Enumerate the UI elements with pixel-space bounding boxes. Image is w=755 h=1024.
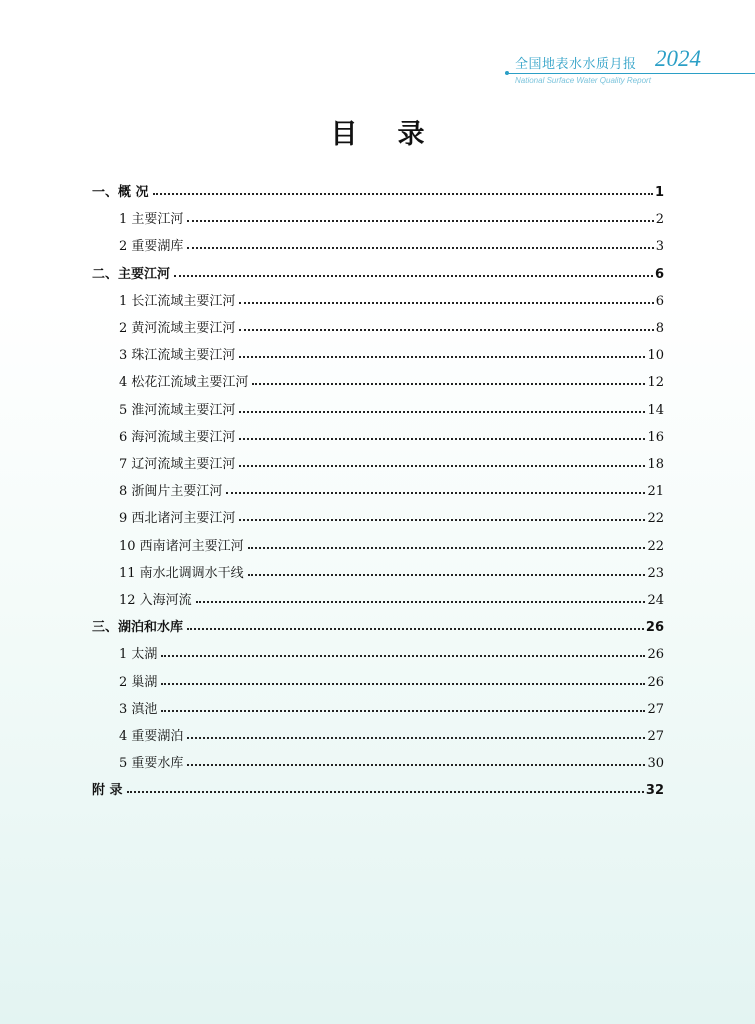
toc-entry-page-number: 30 bbox=[647, 756, 664, 772]
toc-entry-label: 3 滇池 bbox=[119, 701, 158, 717]
toc-entry-label: 附 录 bbox=[92, 783, 123, 799]
toc-subsection-entry[interactable] bbox=[119, 559, 664, 581]
toc-entry-page-number: 8 bbox=[655, 321, 664, 336]
toc-subsection-entry[interactable] bbox=[119, 749, 664, 771]
toc-entry-label: 12 入海河流 bbox=[119, 593, 192, 608]
toc-subsection-entry[interactable] bbox=[119, 640, 664, 662]
report-header-subtitle: National Surface Water Quality Report bbox=[515, 76, 651, 85]
toc-entry-label: 8 浙闽片主要江河 bbox=[119, 484, 223, 500]
toc-entry-page-number: 6 bbox=[655, 293, 664, 309]
toc-entry-page-number: 14 bbox=[647, 402, 664, 418]
toc-entry-label: 2 重要湖库 bbox=[119, 239, 184, 255]
dot-leader bbox=[187, 247, 653, 249]
toc-entry-label: 11 南水北调调水干线 bbox=[119, 565, 244, 581]
dot-leader bbox=[196, 601, 646, 603]
toc-subsection-entry[interactable] bbox=[119, 205, 664, 227]
toc-subsection-entry[interactable] bbox=[119, 341, 664, 363]
toc-entry-label: 7 辽河流域主要江河 bbox=[119, 457, 236, 472]
toc-entry-label: 4 重要湖泊 bbox=[119, 729, 184, 744]
toc-subsection-entry[interactable] bbox=[119, 695, 664, 717]
dot-leader bbox=[187, 628, 644, 630]
toc-entry-page-number: 12 bbox=[647, 375, 664, 391]
toc-section-entry[interactable] bbox=[92, 260, 664, 282]
toc-entry-label: 一、概 况 bbox=[92, 185, 149, 200]
dot-leader bbox=[239, 356, 645, 358]
toc-entry-label: 2 巢湖 bbox=[119, 674, 158, 690]
toc-entry-page-number: 32 bbox=[645, 783, 664, 799]
dot-leader bbox=[239, 465, 645, 467]
dot-leader bbox=[153, 193, 653, 195]
toc-subsection-entry[interactable] bbox=[119, 586, 664, 608]
toc-entry-page-number: 26 bbox=[647, 647, 664, 663]
toc-subsection-entry[interactable] bbox=[119, 396, 664, 418]
toc-entry-label: 2 黄河流域主要江河 bbox=[119, 321, 236, 336]
dot-leader bbox=[239, 329, 653, 331]
dot-leader bbox=[239, 519, 645, 521]
toc-section-entry[interactable] bbox=[92, 613, 664, 635]
toc-subsection-entry[interactable] bbox=[119, 368, 664, 390]
toc-subsection-entry[interactable] bbox=[119, 450, 664, 472]
toc-entry-label: 二、主要江河 bbox=[92, 266, 171, 282]
report-header-year: 2024 bbox=[655, 46, 701, 71]
toc-subsection-entry[interactable] bbox=[119, 287, 664, 309]
dot-leader bbox=[187, 737, 645, 739]
toc-entry-label: 9 西北诸河主要江河 bbox=[119, 511, 236, 527]
toc-subsection-entry[interactable] bbox=[119, 232, 664, 254]
toc-subsection-entry[interactable] bbox=[119, 504, 664, 526]
dot-leader bbox=[187, 764, 645, 766]
toc-entry-page-number: 1 bbox=[654, 185, 664, 200]
dot-leader bbox=[187, 220, 653, 222]
toc-section-entry[interactable] bbox=[92, 178, 664, 200]
toc-entry-label: 1 太湖 bbox=[119, 647, 158, 663]
toc-entry-label: 6 海河流域主要江河 bbox=[119, 429, 236, 445]
toc-entry-label: 三、湖泊和水库 bbox=[92, 620, 184, 636]
toc-entry-label: 5 重要水库 bbox=[119, 756, 184, 772]
dot-leader bbox=[161, 683, 645, 685]
toc-section-entry[interactable] bbox=[92, 776, 664, 798]
toc-entry-page-number: 22 bbox=[647, 511, 664, 527]
toc-entry-page-number: 21 bbox=[647, 484, 664, 500]
dot-leader bbox=[174, 275, 653, 277]
dot-leader bbox=[239, 411, 645, 413]
dot-leader bbox=[248, 574, 646, 576]
toc-entry-page-number: 27 bbox=[647, 701, 664, 717]
toc-entry-page-number: 3 bbox=[655, 239, 664, 255]
toc-entry-page-number: 27 bbox=[647, 729, 664, 744]
toc-subsection-entry[interactable] bbox=[119, 722, 664, 744]
dot-leader bbox=[252, 383, 645, 385]
toc-subsection-entry[interactable] bbox=[119, 314, 664, 336]
toc-entry-page-number: 26 bbox=[645, 620, 664, 636]
dot-leader bbox=[248, 547, 646, 549]
dot-leader bbox=[161, 655, 645, 657]
toc-subsection-entry[interactable] bbox=[119, 668, 664, 690]
report-header-title: 全国地表水水质月报 bbox=[515, 57, 637, 72]
toc-subsection-entry[interactable] bbox=[119, 477, 664, 499]
dot-leader bbox=[239, 302, 653, 304]
toc-entry-page-number: 16 bbox=[647, 429, 664, 445]
dot-leader bbox=[127, 791, 644, 793]
toc-entry-page-number: 6 bbox=[654, 266, 664, 282]
toc-entry-page-number: 18 bbox=[647, 457, 664, 472]
toc-subsection-entry[interactable] bbox=[119, 532, 664, 554]
dot-leader bbox=[161, 710, 645, 712]
report-header bbox=[505, 46, 755, 90]
toc-subsection-entry[interactable] bbox=[119, 423, 664, 445]
dot-leader bbox=[239, 438, 645, 440]
toc-entry-label: 10 西南诸河主要江河 bbox=[119, 538, 244, 554]
toc-entry-page-number: 10 bbox=[647, 348, 664, 364]
toc-entry-label: 1 主要江河 bbox=[119, 212, 184, 228]
toc-entry-page-number: 22 bbox=[647, 538, 664, 554]
toc-entry-label: 4 松花江流域主要江河 bbox=[119, 375, 249, 391]
toc-entry-page-number: 26 bbox=[647, 674, 664, 690]
toc-entry-label: 3 珠江流域主要江河 bbox=[119, 348, 236, 364]
dot-leader bbox=[226, 492, 645, 494]
toc-entry-page-number: 24 bbox=[647, 593, 664, 608]
header-rule bbox=[505, 73, 755, 74]
toc-entry-page-number: 2 bbox=[655, 212, 664, 228]
toc-entry-page-number: 23 bbox=[647, 565, 664, 581]
toc-entry-label: 5 淮河流域主要江河 bbox=[119, 402, 236, 418]
toc-entry-label: 1 长江流域主要江河 bbox=[119, 293, 236, 309]
toc-title: 目录 bbox=[330, 119, 465, 150]
